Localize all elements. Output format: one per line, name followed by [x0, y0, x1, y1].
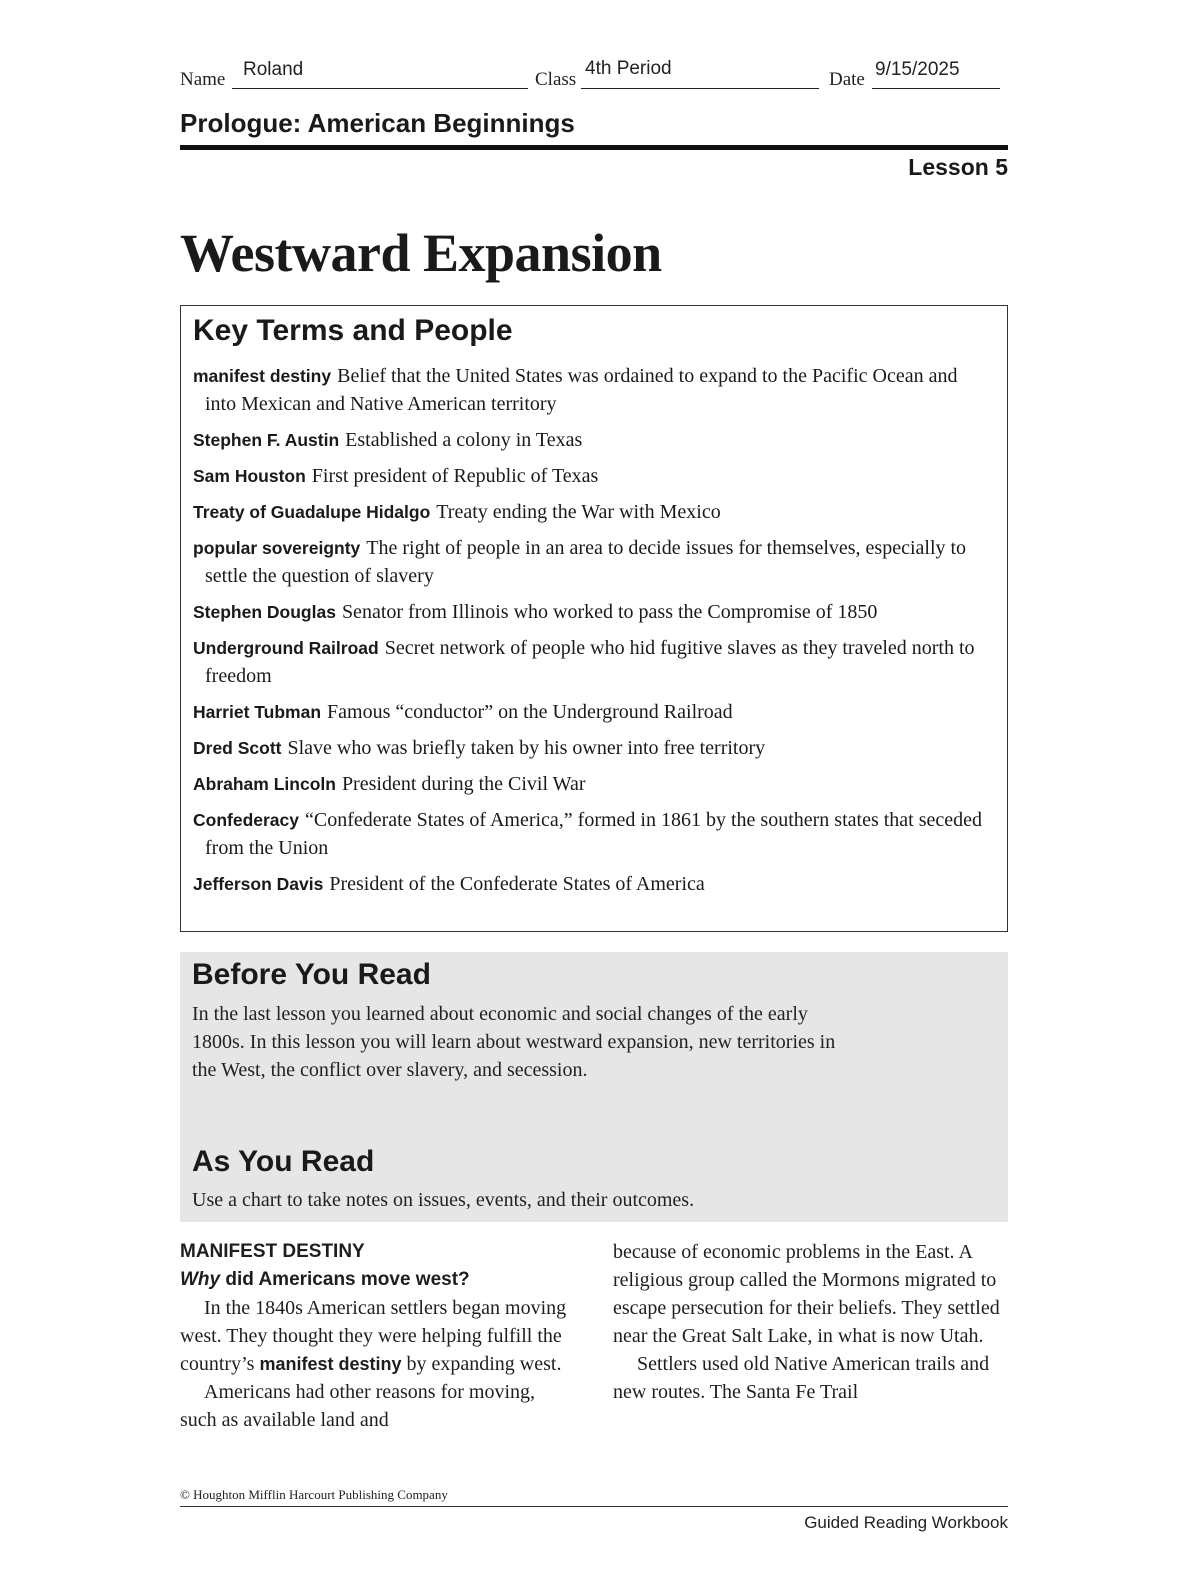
before-you-read-text: In the last lesson you learned about economic and social changes of the early 1800s. In this lesson you will learn about westward expansion, new territories in the West, the conflict over slavery, and secession.	[192, 1003, 836, 1081]
copyright-notice: © Houghton Mifflin Harcourt Publishing Company	[180, 1487, 448, 1502]
term-definition: First president of Republic of Texas	[311, 465, 599, 487]
paragraph: Settlers used old Native American trails and new routes. The Santa Fe Trail	[613, 1353, 990, 1403]
unit-title: Prologue: American Beginnings	[180, 108, 575, 138]
date-field[interactable]: 9/15/2025	[875, 59, 960, 80]
term-item	[193, 770, 993, 798]
term-definition: Senator from Illinois who worked to pass the Compromise of 1850	[341, 601, 878, 623]
as-you-read-heading: As You Read	[192, 1145, 375, 1178]
class-field-line	[581, 88, 819, 89]
term-definition: Belief that the United States was ordained to expand to the Pacific Ocean and into Mexican and Native American territory	[205, 365, 958, 415]
term-definition: Established a colony in Texas	[345, 429, 583, 451]
key-terms-list	[193, 362, 993, 906]
term-definition: Slave who was briefly taken by his owner into free territory	[287, 737, 766, 759]
paragraph: Americans had other reasons for moving, such as available land and	[180, 1381, 536, 1431]
term-name: manifest destiny	[193, 366, 332, 386]
workbook-label: Guided Reading Workbook	[804, 1513, 1008, 1532]
footer-divider	[180, 1506, 1008, 1507]
paragraph	[180, 1294, 572, 1378]
date-field-line	[872, 88, 1000, 89]
term-definition: Treaty ending the War with Mexico	[436, 501, 721, 523]
lesson-title: Westward Expansion	[180, 223, 662, 283]
left-column	[180, 1238, 572, 1434]
paragraph-continued: because of economic problems in the East. A religious group called the Mormons migrated to escape persecution for their beliefs. They settled near the Great Salt Lake, in what is now Utah.	[613, 1241, 1000, 1347]
as-you-read-text: Use a chart to take notes on issues, events, and their outcomes.	[192, 1189, 695, 1211]
name-field-line	[232, 88, 528, 89]
term-item	[193, 462, 993, 490]
section-question	[180, 1266, 572, 1294]
term-name: Stephen F. Austin	[193, 430, 340, 450]
key-terms-box	[180, 305, 1008, 932]
name-field[interactable]: Roland	[243, 59, 304, 80]
question-emphasis: Why	[180, 1269, 221, 1290]
section-heading: MANIFEST DESTINY	[180, 1241, 365, 1262]
lesson-label: Lesson 5	[908, 154, 1008, 180]
term-item	[193, 870, 993, 898]
date-label: Date	[829, 69, 865, 90]
before-you-read-heading: Before You Read	[192, 958, 431, 991]
term-item	[193, 426, 993, 454]
term-name: Harriet Tubman	[193, 702, 322, 722]
question-text: did Americans move west?	[220, 1269, 470, 1290]
class-label: Class	[535, 69, 577, 90]
term-name: Underground Railroad	[193, 638, 379, 658]
term-item	[193, 806, 993, 862]
term-item	[193, 534, 993, 590]
reading-guide-panel	[180, 952, 1008, 1222]
term-definition: “Confederate States of America,” formed in 1861 by the southern states that seceded from the Union	[205, 809, 983, 859]
term-item	[193, 362, 993, 418]
term-definition: Secret network of people who hid fugitive slaves as they traveled north to freedom	[205, 637, 975, 687]
term-name: Abraham Lincoln	[193, 774, 336, 794]
term-definition: President of the Confederate States of America	[329, 873, 705, 895]
term-definition: The right of people in an area to decide issues for themselves, especially to settle the question of slavery	[205, 537, 967, 587]
term-name: Dred Scott	[193, 738, 282, 758]
term-item	[193, 634, 993, 690]
term-name: Confederacy	[193, 810, 300, 830]
term-name: popular sovereignty	[193, 538, 361, 558]
term-item	[193, 498, 993, 526]
right-column	[613, 1238, 1008, 1406]
key-term-highlight: manifest destiny	[259, 1354, 402, 1374]
paragraph-text: by expanding west.	[401, 1353, 562, 1375]
class-field[interactable]: 4th Period	[585, 58, 672, 79]
header-divider	[180, 145, 1008, 150]
term-item	[193, 734, 993, 762]
term-name: Sam Houston	[193, 466, 306, 486]
term-item	[193, 598, 993, 626]
term-definition: Famous “conductor” on the Underground Railroad	[327, 701, 733, 723]
key-terms-heading: Key Terms and People	[193, 314, 513, 347]
term-name: Jefferson Davis	[193, 874, 324, 894]
term-name: Treaty of Guadalupe Hidalgo	[193, 502, 431, 522]
term-name: Stephen Douglas	[193, 602, 336, 622]
paragraph-text: In the 1840s American settlers began moving west. They thought they were helping fulfill the country’s	[180, 1297, 567, 1375]
name-label: Name	[180, 69, 226, 90]
term-definition: President during the Civil War	[341, 773, 586, 795]
term-item	[193, 698, 993, 726]
